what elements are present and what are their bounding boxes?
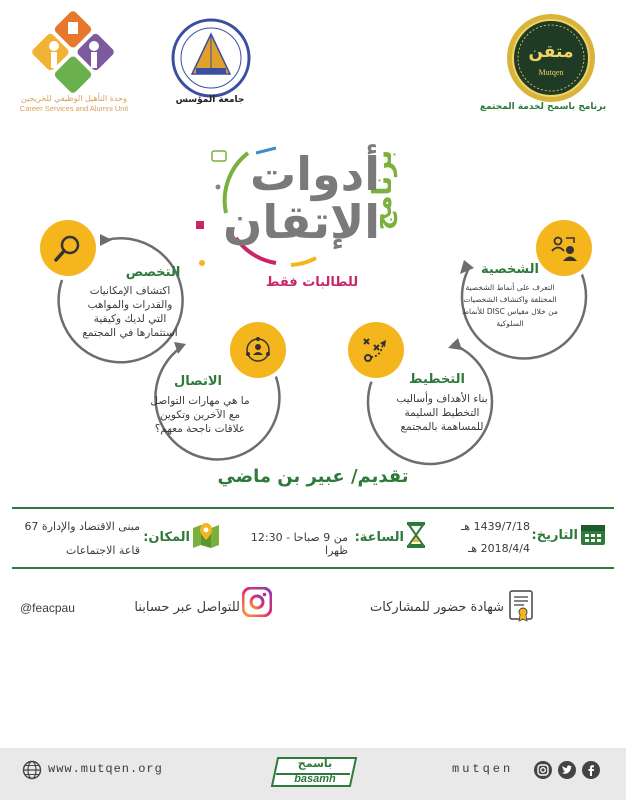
mutqen-logo-en: Mutqen [538, 68, 564, 77]
network-people-icon [243, 335, 273, 365]
certificate-text: شهادة حضور للمشاركات [369, 600, 504, 615]
program-word: برنامج [368, 150, 398, 231]
info-bottom-rule [12, 567, 614, 569]
globe-icon [22, 760, 42, 780]
contact-text: للتواصل عبر حسابنا [134, 600, 240, 615]
magnifier-icon [53, 233, 83, 263]
certificate-icon [508, 590, 534, 622]
specialization-text: اكتشاف الإمكانيات والقدرات والمواهب التي لديك وكيفية استثمارها في المجتمع [82, 285, 178, 339]
date-label: التاريخ: [531, 528, 578, 543]
brand-name: mutqen [452, 762, 514, 776]
specialization-badge [40, 220, 96, 276]
planning-text: بناء الأهداف وأساليب التخطيط السليمة للمساهمة بالمجتمع [396, 393, 488, 433]
website-link[interactable]: www.mutqen.org [48, 762, 163, 776]
specialization-title: التخصص [125, 265, 181, 280]
twitter-icon[interactable] [558, 761, 576, 779]
place-building: مبنى الاقتصاد والإدارة 67 [24, 520, 140, 533]
instagram-handle[interactable]: @feacpau [20, 601, 75, 615]
personality-title: الشخصية [481, 262, 539, 277]
time-label: الساعة: [354, 530, 404, 545]
personality-text: التعرف على أنماط الشخصية المختلفة واكتشاف الشخصيات من خلال مقياس DISC للأنماط السلوكية [462, 283, 558, 328]
communication-text: ما هي مهارات التواصل مع الآخرين وتكوين علاقات ناجحة معهم؟ [150, 395, 250, 435]
date-hijri: 1439/7/18 هـ [461, 520, 530, 533]
person-exchange-icon [549, 233, 579, 263]
career-unit-name-ar: وحدة التأهيل الوظيفي للخريجين [21, 94, 127, 103]
date-gregorian: 2018/4/4 هـ [468, 542, 530, 555]
strategy-play-icon [361, 335, 391, 365]
audience-label: للطالبات فقط [265, 275, 359, 290]
hourglass-icon [406, 522, 426, 548]
university-name: جامعة المؤسس [175, 95, 245, 105]
calendar-icon [580, 522, 606, 546]
mutqen-logo-text: متقن [528, 42, 574, 62]
presenter-name: تقديم/ عبير بن ماضي [217, 466, 409, 487]
sponsor-name-ar: باسمح [297, 757, 333, 770]
planning-title: التخطيط [409, 372, 465, 387]
info-top-rule [12, 507, 614, 509]
communication-title: الاتصال [174, 374, 222, 389]
instagram-icon[interactable] [242, 587, 272, 617]
facebook-icon[interactable] [582, 761, 600, 779]
mutqen-badge-logo [505, 12, 597, 104]
place-room: قاعة الاجتماعات [66, 544, 140, 557]
map-pin-icon [192, 520, 220, 548]
instagram-footer-icon[interactable] [534, 761, 552, 779]
program-title: أدوات الإتقان [223, 147, 380, 249]
sponsor-name: basamh [294, 773, 336, 785]
program-community-caption: برنامج باسمح لخدمة المجتمع [479, 102, 607, 112]
communication-badge [230, 322, 286, 378]
place-label: المكان: [143, 530, 190, 545]
planning-badge [348, 322, 404, 378]
time-value: من 9 صباحا - 12:30 ظهرا [250, 531, 348, 557]
sponsor-logo [270, 756, 358, 788]
career-unit-name-en: Career Services and Alumni Unit [19, 104, 129, 113]
